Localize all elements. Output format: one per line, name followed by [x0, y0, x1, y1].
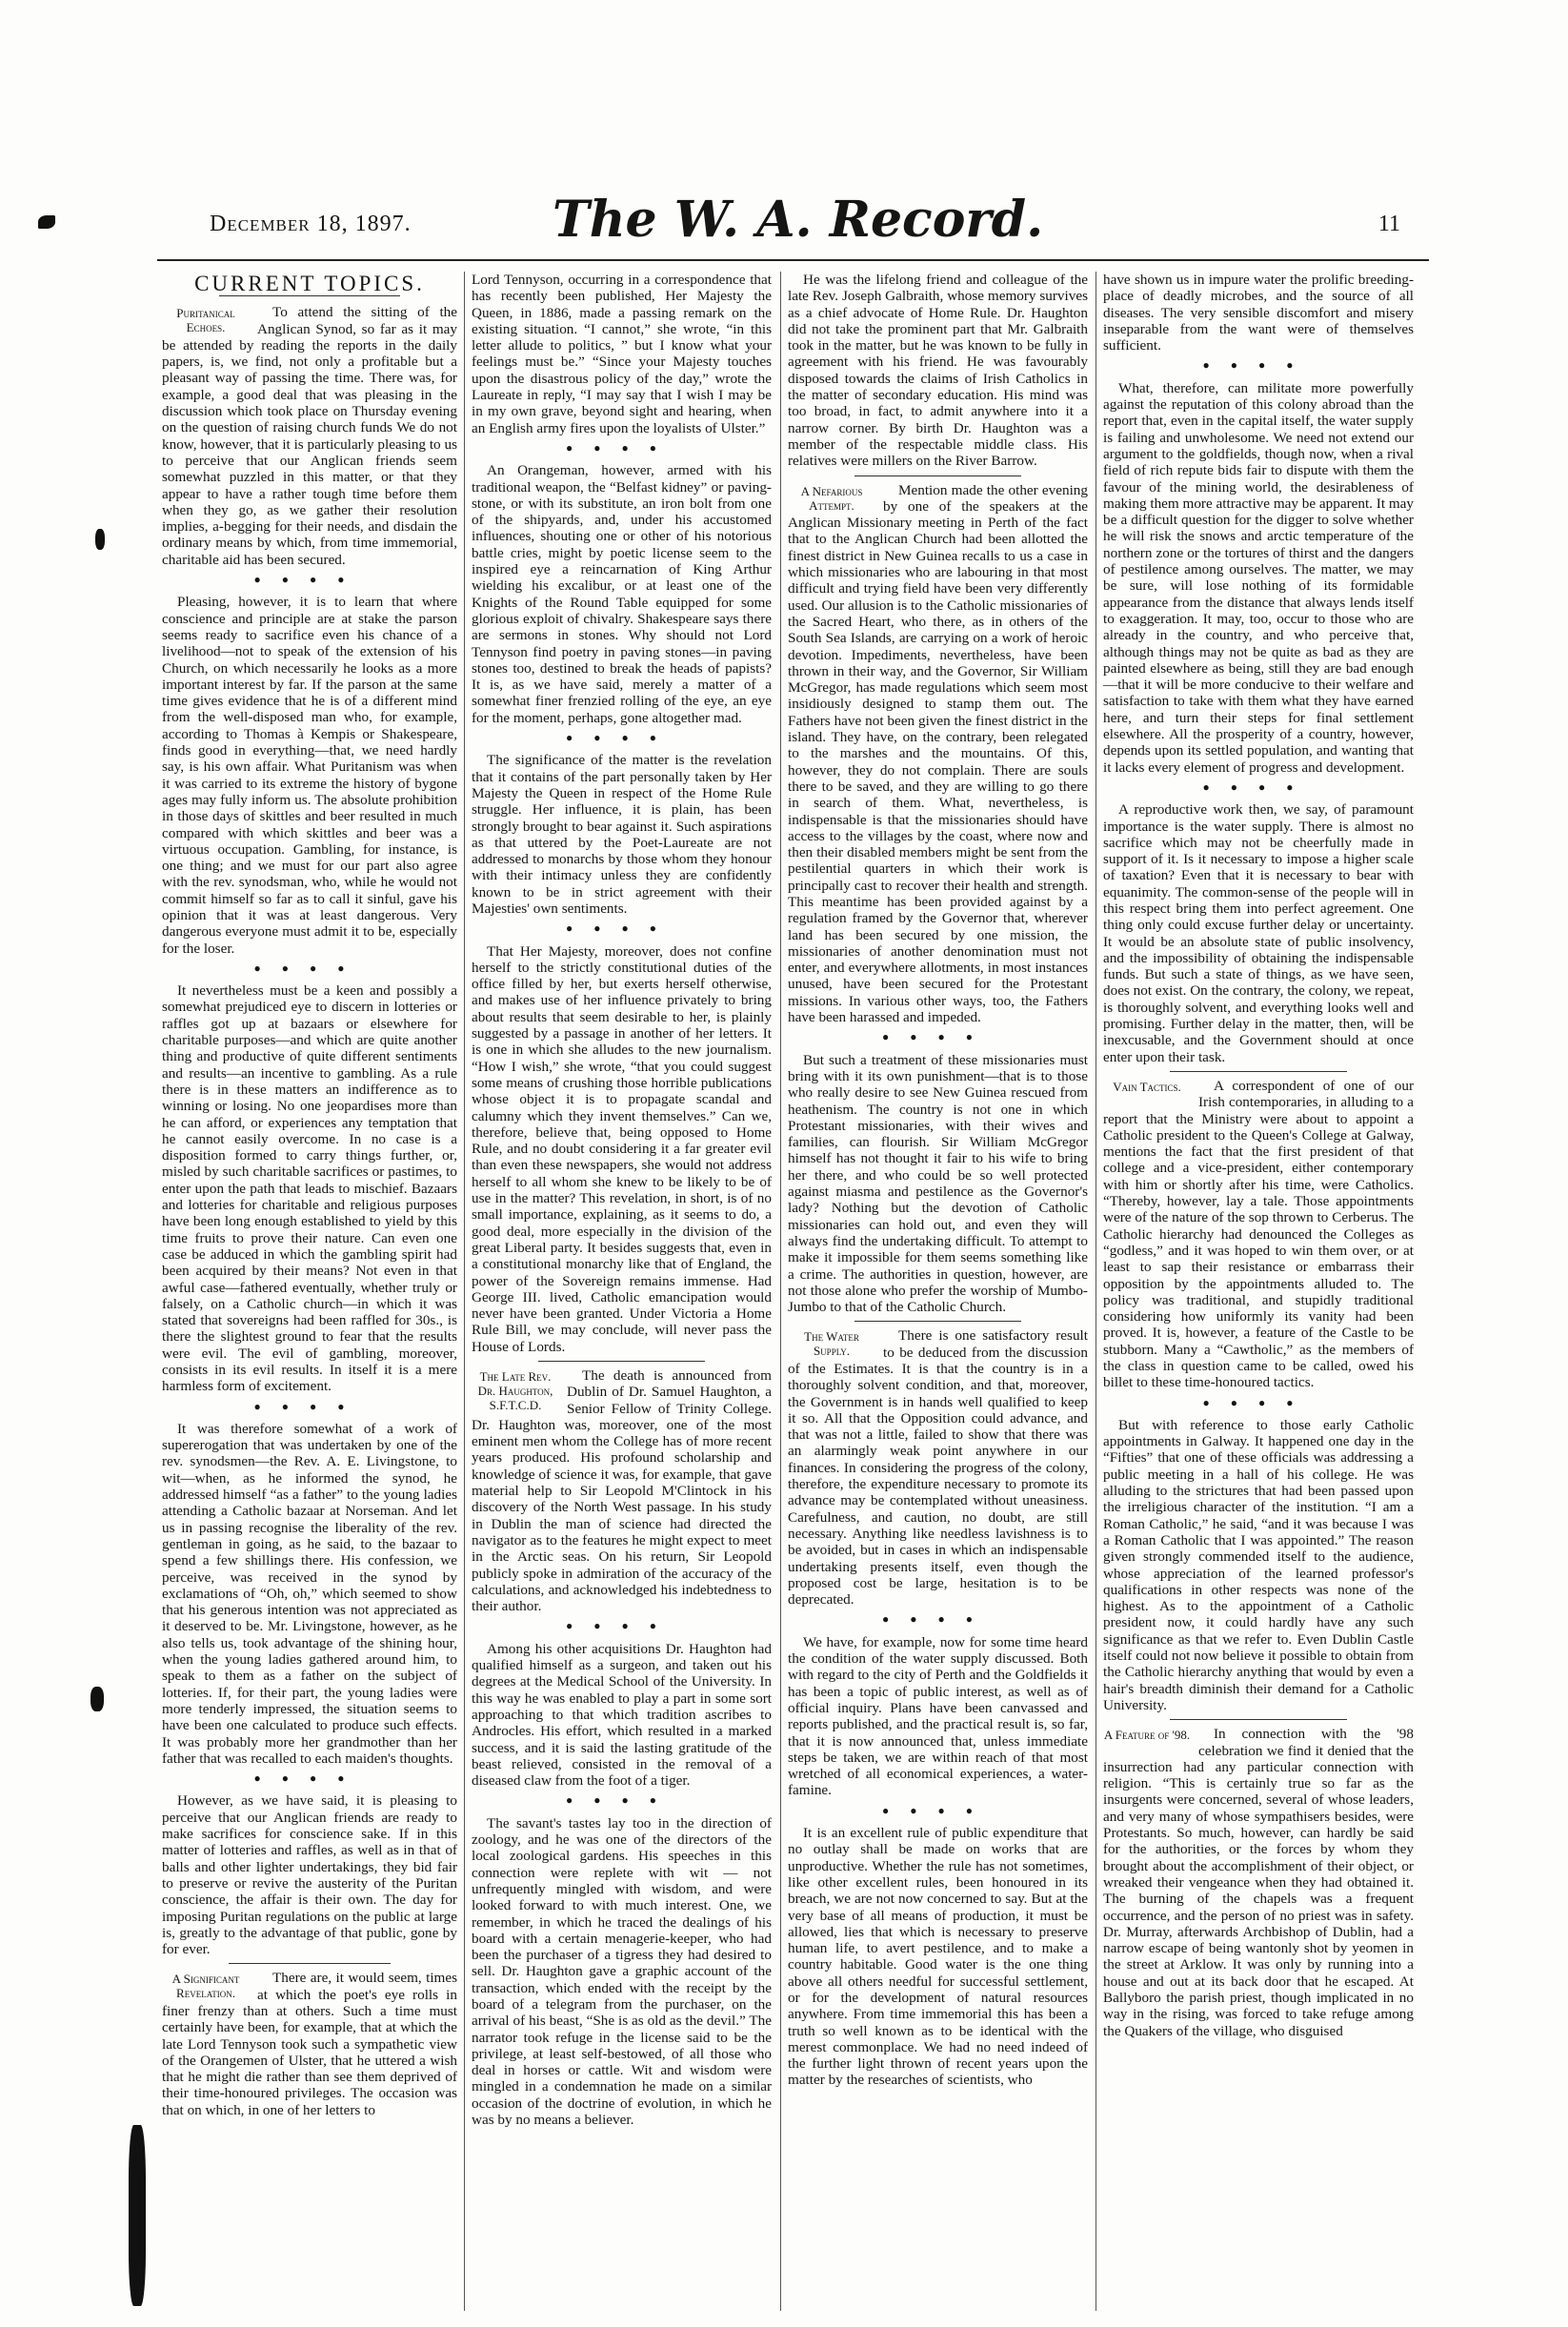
column-3 — [788, 272, 1088, 2311]
page-number: 11 — [1377, 212, 1400, 236]
paragraph: But with reference to those early Catholic appointments in Galway. It happened one day in the “Fifties” that one of these officials was addressing a public meeting in a hall of his college. He was alluding to the strictures that had been passed upon the irreligious character of the institution. “I am a Roman Catholic,” he said, “and it was because I was a Roman Catholic that I was appointed.” The reason given strongly commended itself to the audience, whose appreciation of the learned professor's qualifications in other respects was none of the highest. As to the appointment of a Catholic president now, it could hardly have any such significance as that we refer to. Even Dublin Castle itself could not now believe it possible to obtain from the Catholic hierarchy anything that would by even a hair's breadth diminish their demand for a Catholic University. — [1103, 1416, 1414, 1713]
separator-stars: ●●●● — [566, 1619, 677, 1633]
paragraph: The death is announced from Dublin of Dr. Samuel Haughton, a Senior Fellow of Trinity College. Dr. Haughton was, moreover, one of the most eminent men whom the College has of more recent years produced. His profound scholarship and knowledge of science it was, for example, that gave material help to Sir Leopold M'Clintock in his discovery of the North West passage. In his study in Dublin the man of science had directed the navigator as to the features he might expect to meet in the Arctic seas. On his return, Sir Leopold publicly spoke in admiration of the accuracy of the calculations, and acknowledged his indebtedness to their author. — [472, 1367, 772, 1615]
side-heading-vain-tactics: Vain Tactics. — [1113, 1079, 1181, 1094]
binding-mark-low — [90, 1687, 104, 1711]
article-rule — [229, 1963, 391, 1964]
article-rule — [1170, 1719, 1347, 1720]
paragraph: Lord Tennyson, occurring in a correspondence that has recently been published, Her Majesty the Queen, in 1886, made a passing remark on the existing situation. “I cannot,” she wrote, “in this letter allude to politics, ” but I know what your feelings must be.” “Since your Majesty touches upon the disastrous policy of the day,” wrote the Laureate in reply, “I may say that I wish I may be in my own grave, beyond sight and hearing, when an English army fires upon the loyalists of Ulster.” — [472, 272, 772, 436]
paragraph: To attend the sitting of the Anglican Synod, so far as it may be attended by reading the reports in the daily papers, is, we find, not only a profitable but a pleasant way of passing the time. There was, for example, a good deal that was pleasing in the discussion which took place on Thursday evening on the question of raising church funds We do not know, however, that it is particularly pleasing to us to perceive that our Anglican friends seem somewhat puzzled in this matter, or that they appear to have a rather tough time before them when they go, as we gather their resolution implies, a-begging for their needs, and disdain the ordinary means by which, from time immemorial, charitable aid has been secured. — [162, 304, 457, 568]
column-divider — [464, 272, 465, 2311]
paragraph: A reproductive work then, we say, of paramount importance is the water supply. There is almost no sacrifice which may not be cheerfully made in support of it. Is it necessary to impose a higher scale of taxation? Even that it is necessary to bear with equanimity. The common-sense of the people will in this respect bring them into perfect agreement. One thing only could excuse further delay or uncertainty. It would be an absolute state of public insolvency, and the impossibility of obtaining the indispensable funds. But such a state of things, as we have seen, does not exist. On the contrary, the colony, we repeat, is thoroughly solvent, and everything looks well and promising. Further delay in the matter, then, will be inexcusable, and the Government should at once enter upon their task. — [1103, 801, 1414, 1065]
paragraph: It is an excellent rule of public expenditure that no outlay shall be made on works that are unproductive. Whether the rule has not sometimes, like other excellent rules, been honoured in its breach, we are not now concerned to say. But at the very base of all means of production, it must be allowed, lies that which is necessary to preserve human life, to avert pestilence, and to make a country habitable. Good water is the one thing above all others needful for successful settlement, or for the development of natural resources anywhere. From time immemorial this has been a truth so well known as to be identical with the merest commonplace. We had no need indeed of the further light thrown of recent years upon the matter by the researches of scientists, who — [788, 1825, 1088, 2089]
paragraph: What, therefore, can militate more powerfully against the reputation of this colony abroad than the report that, even in the capital itself, the water supply is failing and unwholesome. We need not extend our argument to the goldfields, though now, when a rival field of rich repute bids fair to dispute with them the favour of the mining world, the desirableness of making them more attractive may be apparent. It may be a difficult question for the digger to solve whether he will risk the snows and arctic temperature of the northern zone or the tortures of thirst and the dangers of pestilence among ourselves. The matter, we may be sure, will lose nothing of its formidable appearance from the distance that always lends itself to exaggeration. It may, too, occur to those who are already in the country, and who perceive that, although things may not be quite as bad as they are painted elsewhere as being, still they are bad enough—that it will be more conducive to their welfare and satisfaction to take with them what they have earned here, and turn their steps for final settlement elsewhere. All the prosperity of a country, however, depends upon its settled population, and wanting that it lacks every element of progress and development. — [1103, 379, 1414, 776]
paragraph: A correspondent of one of our Irish contemporaries, in alluding to a report that the Ministry were about to appoint a Catholic president to the Queen's College at Galway, mentions the fact that the first president of that college and a vice-president, either contemporary with him or shortly after his time, were Catholics. “Thereby, however, lay a tale. Those appointments were of the nature of the sop thrown to Cerberus. The Catholic hierarchy had denounced the Colleges as “godless,” and it was hoped to win them over, or at least to sap their resistance or embarrass their opposition by the appointments alluded to. The policy was traditional, and stupidly traditional considering how uniformly its vanity had been proved. It is, however, a feature of the Castle to be stubborn. Many a “Cawtholic,” as the members of the class in question came to be called, owed his billet to these time-honoured tactics. — [1103, 1077, 1414, 1391]
side-heading-nefarious-attempt: A Nefarious Attempt. — [800, 483, 863, 513]
paragraph: have shown us in impure water the prolific breeding-place of deadly microbes, and the source of all diseases. The very sensible discomfort and misery inseparable from the want were of themselves sufficient. — [1103, 272, 1414, 354]
paragraph: But such a treatment of these missionaries must bring with it its own punishment—that is to those who really desire to see New Guinea rescued from heathenism. The country is not one in which Protestant missionaries, with their wives and families, can flourish. Sir William McGregor himself has not thought it fair to his wife to bring her there, and who could be so well protected against miasma and pestilence as the Governor's lady? Nothing but the devotion of Catholic missionaries can hold out, and even they will always find the undertaking difficult. To attempt to make it impossible for them seems something like a crime. The authorities in question, however, are not those alone who prefer the worship of Mumbo-Jumbo to that of the Catholic Church. — [788, 1051, 1088, 1316]
separator-stars: ●●●● — [882, 1612, 994, 1627]
separator-stars: ●●●● — [1202, 1395, 1315, 1409]
separator-stars: ●●●● — [253, 573, 366, 587]
paragraph: We have, for example, now for some time heard the condition of the water supply discussed. Both with regard to the city of Perth and the Goldfields it has been a topic of public interest, as well as of official inquiry. Plans have been canvassed and reports published, and the practical result is, so far, that it is now announced that, unless immediate steps be taken, we are within reach of that most wretched of all economical experiences, a water-famine. — [788, 1633, 1088, 1799]
separator-stars: ●●●● — [1202, 779, 1315, 794]
side-heading-water-supply: The Water Supply. — [804, 1329, 859, 1359]
separator-stars: ●●●● — [566, 921, 677, 936]
separator-stars: ●●●● — [882, 1030, 994, 1044]
paragraph: There is one satisfactory result to be deduced from the discussion of the Estimates. It is that the country is in a thoroughly solvent condition, and that, moreover, the Government is in hands well qualified to keep it so. All that the Opposition could advance, and that was not a little, failed to show that there was an alarmingly weak point anywhere in our finances. In considering the progress of the colony, therefore, the expenditure necessary to promote its advance may be contemplated without uneasiness. Carefulness, and caution, no doubt, are still necessary. Anything like needless lavishness is to be avoided, but in cases in which an indispensable undertaking presents itself, even though the proposed cost be large, hesitation is to be deprecated. — [788, 1327, 1088, 1609]
article-rule — [1170, 1071, 1347, 1072]
paragraph: In connection with the '98 celebration we find it denied that the insurrection had any particular connection with religion. “This is certainly true so far as the insurgents were concerned, several of whose leaders, and very many of whose sympathisers besides, were Protestants. So much, however, can hardly be said for the authorities, or the forces by whom they brought about the accomplishment of their object, or wreaked their vengeance when they had obtained it. The burning of the chapels was a frequent occurrence, and the person of no priest was in safety. Dr. Murray, afterwards Archbishop of Dublin, had a narrow escape of being wantonly shot by yeomen in the street at Arklow. It was only by running into a house and out at its back door that he escaped. At Ballyboro the parish priest, though implicated in no way in the rising, was forced to take refuge among the Quakers of the village, who disguised — [1103, 1726, 1414, 2039]
separator-stars: ●●●● — [253, 1399, 366, 1413]
paragraph: That Her Majesty, moreover, does not confine herself to the strictly constitutional duties of the office filled by her, but exerts herself otherwise, and makes use of her influence privately to bring about results that seem desirable to her, is plainly suggested by a passage in another of her letters. It is one in which she alludes to the new journalism. “How I wish,” she wrote, “that you could suggest some means of crushing those horrible publications whose object it is to propagate scandal and calumny which they invent themselves.” Can we, therefore, believe that, being opposed to Home Rule, and no doubt considering it a far greater evil than even these newspapers, she would not address herself to all whom she knew to be likely to be of use in the matter? This revelation, in short, is of no small importance, explaining, as it seems to do, a good deal, more especially in the division of the great Liberal party. It besides suggests that, even in a constitutional monarchy like that of England, the power of the Sovereign remains immense. Had George III. lived, Catholic emancipation would never have been granted. Under Victoria a Home Rule Bill, we may conclude, will never pass the House of Lords. — [472, 942, 772, 1355]
separator-stars: ●●●● — [566, 731, 677, 745]
paragraph: Among his other acquisitions Dr. Haughton had qualified himself as a surgeon, and taken out his degrees at the Medical School of the University. In this way he was enabled to play a part in some sort approaching to that which tradition ascribes to Androcles. His effort, which resulted in a marked success, and it is said the lasting gratitude of the beast relieved, consisted in the removal of a diseased claw from the foot of a tiger. — [472, 1640, 772, 1790]
paragraph: However, as we have said, it is pleasing to perceive that our Anglican friends are ready to make sacrifices for conscience sake. If in this matter of lotteries and raffles, as well as in that of balls and other lighter undertakings, they bid fair to preserve or revive the austerity of the Puritan conscience, the affair is their own. The day for imposing Puritan regulations on the public at large is, greatly to the advantage of that public, gone by for ever. — [162, 1792, 457, 1958]
paragraph: Pleasing, however, it is to learn that where conscience and principle are at stake the parson seems ready to sacrifice even his chance of a livelihood—not to speak of the extension of his Church, on which necessarily he looks as a more important interest by far. If the parson at the same time gives evidence that he is of a different mind from the well-disposed man who, for example, according to Thomas à Kempis or Shakespeare, finds good in everything—that, we need hardly say, is his own affair. What Puritanism was when it was carried to its extreme the history of bygone ages may fully inform us. The absolute prohibition in those days of skittles and beer resulted in much compared with which skittles and beer was a virtuous occupation. Gambling, for instance, is one thing; and we must for our part also agree with the rev. synodsman, who, while he would not commit himself so far as to call it sinful, gave his opinion that it was at least dangerous. Very dangerous everyone must admit it to be, especially for the loser. — [162, 594, 457, 957]
separator-stars: ●●●● — [253, 961, 366, 975]
article-rule — [538, 1361, 705, 1362]
article-rule — [854, 1321, 1021, 1322]
separator-stars: ●●●● — [566, 440, 677, 455]
separator-stars: ●●●● — [566, 1793, 677, 1808]
paragraph: The significance of the matter is the revelation that it contains of the part personally taken by Her Majesty the Queen in respect of the Home Rule struggle. Her influence, it is plain, has been strongly brought to bear against it. Such aspirations as that uttered by the Poet-Laureate are not addressed to monarchs by those whom they honour with their intimacy unless they are confidently known to be in strict agreement with their Majesties' own sentiments. — [472, 752, 772, 917]
masthead-rule — [157, 259, 1429, 261]
issue-date: December 18, 1897. — [210, 212, 412, 236]
binding-mark-mid — [95, 529, 105, 550]
column-4 — [1103, 272, 1414, 2311]
paragraph: There are, it would seem, times at which the poet's eye rolls in finer frenzy than at others. Such a time must certainly have been, for example, that at which the late Lord Tennyson took such a sympathetic view of the Orangemen of Ulster, that he uttered a wish that he might die rather than see them deprived of their time-honoured privileges. The occasion was that on which, in one of her letters to — [162, 1970, 457, 2118]
paragraph: It was therefore somewhat of a work of supererogation that was undertaken by one of the rev. synodsmen—the Rev. A. E. Livingstone, to wit—when, as he informed the synod, he addressed himself “as a father” to the young ladies attending a Catholic bazaar at Norseman. And let us in passing recognise the liberality of the rev. gentleman in going, as he said, to the bazaar to spend a few shillings there. His confession, we perceive, was received in the synod by exclamations of “Oh, oh,” which seemed to show that his generous intention was not appreciated as it deserved to be. Mr. Livingstone, however, as he also tells us, took advantage of the shining hour, when the young ladies gathered around him, to speak to them as a father on the subject of lotteries. If, for their part, the young ladies were more tenderly impressed, the situation seems to have been one calculated to produce such effects. It was probably more her grandmother than her father that was recalled to each maiden's thoughts. — [162, 1420, 457, 1767]
masthead — [143, 191, 1438, 248]
column-1 — [162, 272, 457, 2311]
side-heading-significant-revelation: A Significant Revelation. — [171, 1972, 240, 2001]
paragraph: He was the lifelong friend and colleague of the late Rev. Joseph Galbraith, whose memory survives as a chief advocate of Home Rule. Dr. Haughton did not take the prominent part that Mr. Galbraith took in the matter, but he was known to be fully in agreement with his friend. He was favourably disposed towards the claims of Irish Catholics in the matter of secondary education. His mind was too broad, in fact, to admit anywhere into it a narrow corner. By birth Dr. Haughton was a member of the respectable middle class. His relatives were millers on the River Barrow. — [788, 272, 1088, 470]
separator-stars: ●●●● — [253, 1771, 366, 1786]
section-title: CURRENT TOPICS. — [194, 272, 425, 295]
column-2 — [472, 272, 772, 2311]
newspaper-title: The W. A. Record. — [553, 191, 1044, 249]
binding-mark-top — [38, 215, 55, 229]
paragraph: It nevertheless must be a keen and possibly a somewhat prejudiced eye to discern in lotteries or raffles got up at bazaars or elsewhere for charitable purposes—and which are quite another thing and productive of quite different sentiments and results—an incentive to gambling. As a rule there is in these matters an indifference as to winning or losing. No one jeopardises more than he can afford, or experiences any temptation that he cannot easily overcome. In no case is a disposition formed to carry things further, or, misled by such charitable sacrifices or pastimes, to enter upon the path that leads to mischief. Bazaars and lotteries for charitable and religious purposes have been long enough established to yield by this time fruits to prove their nature. Can even one case be adduced in which the gambling spirit had been acquired by their means? Not even in that awful case—fathered eventually, whether truly or falsely, on a Catholic church—in which it was stated that sovereigns had been raffled for 30s., is there the slightest ground to fear that the results were evil. The evil of gambling, moreover, consists in its evil results. In itself it is a mere harmless form of excitement. — [162, 982, 457, 1395]
side-heading-dr-haughton: The Late Rev. Dr. Haughton, S.F.T.C.D. — [477, 1369, 553, 1412]
paragraph: The savant's tastes lay too in the direction of zoology, and he was one of the directors of the local zoological gardens. His speeches in this connection were replete with wit — not unfrequently mingled with wisdom, and were looked forward to with much interest. One, we remember, in which he traced the dealings of his board with a certain menagerie-keeper, who had been the purchaser of a tigress they had desired to sell. Dr. Haughton gave a graphic account of the transaction, which ended with the receipt by the board of a telegram from the purchaser, on the arrival of his beast, “She is as old as the devil.” The narrator took refuge in the license said to be the privilege, at least self-bestowed, of all those who deal in horses or cattle. Wit and wisdom were mingled in a condemnation he made on a similar occasion of the doctrine of evolution, in which he was by no means a believer. — [472, 1814, 772, 2129]
separator-stars: ●●●● — [1202, 358, 1315, 373]
section-rule — [219, 295, 400, 296]
side-heading-puritanical-echoes: Puritanical Echoes. — [176, 306, 235, 335]
column-divider — [780, 272, 781, 2311]
paragraph: An Orangeman, however, armed with his traditional weapon, the “Belfast kidney” or paving-stone, or with its substitute, an iron bolt from one of the shipyards, and, under his accustomed influences, shouting one or other of his notorious battle cries, might by poetic license seem to the inspired eye a reincarnation of King Arthur wielding his excalibur, or at least one of the Knights of the Round Table equipped for some glorious exploit of chivalry. Shakespeare says there are sermons in stones. Why should not Lord Tennyson find poetry in paving stones—in paving stones too, destined to break the heads of papists? It is, as we have said, merely a matter of a somewhat finer frenzied rolling of the eye, an eye for the moment, perhaps, gone altogether mad. — [472, 462, 772, 726]
torn-edge-mark — [129, 2125, 146, 2306]
side-heading-feature-of-98: A Feature of '98. — [1103, 1728, 1191, 1743]
separator-stars: ●●●● — [882, 1803, 994, 1817]
paragraph: Mention made the other evening by one of the speakers at the Anglican Missionary meeting in Perth of the fact that to the Anglican Church had been allotted the finest district in New Guinea recalls to us a case in which missionaries who are labouring in that most difficult and trying field have been very differently used. Our allusion is to the Catholic missionaries of the Sacred Heart, who there, as in others of the South Sea Islands, are carrying on a work of heroic devotion. Impediments, nevertheless, have been thrown in their way, and the Governor, Sir William McGregor, has made regulations which seem most insidiously designed to stamp them out. The Fathers have not been given the finest district in the island. They have, on the contrary, been relegated to the marshes and the mountains. Of this, however, they do not complain. There are souls there to be saved, and they are willing to go there in search of them. What, nevertheless, is indispensable is that the missionaries should have access to the villages by the coast, where now and then their disabled members might be sent from the pestilential quarters in which their work is principally cast to recover their health and strength. This meantime has been provided against by a regulation framed by the Governor that, wherever land has been secured by one mission, the missionaries of another denomination must not enter, and everywhere allotments, in most instances unused, have been secured for the Protestant missions. In various other ways, too, the Fathers have been harassed and impeded. — [788, 481, 1088, 1026]
